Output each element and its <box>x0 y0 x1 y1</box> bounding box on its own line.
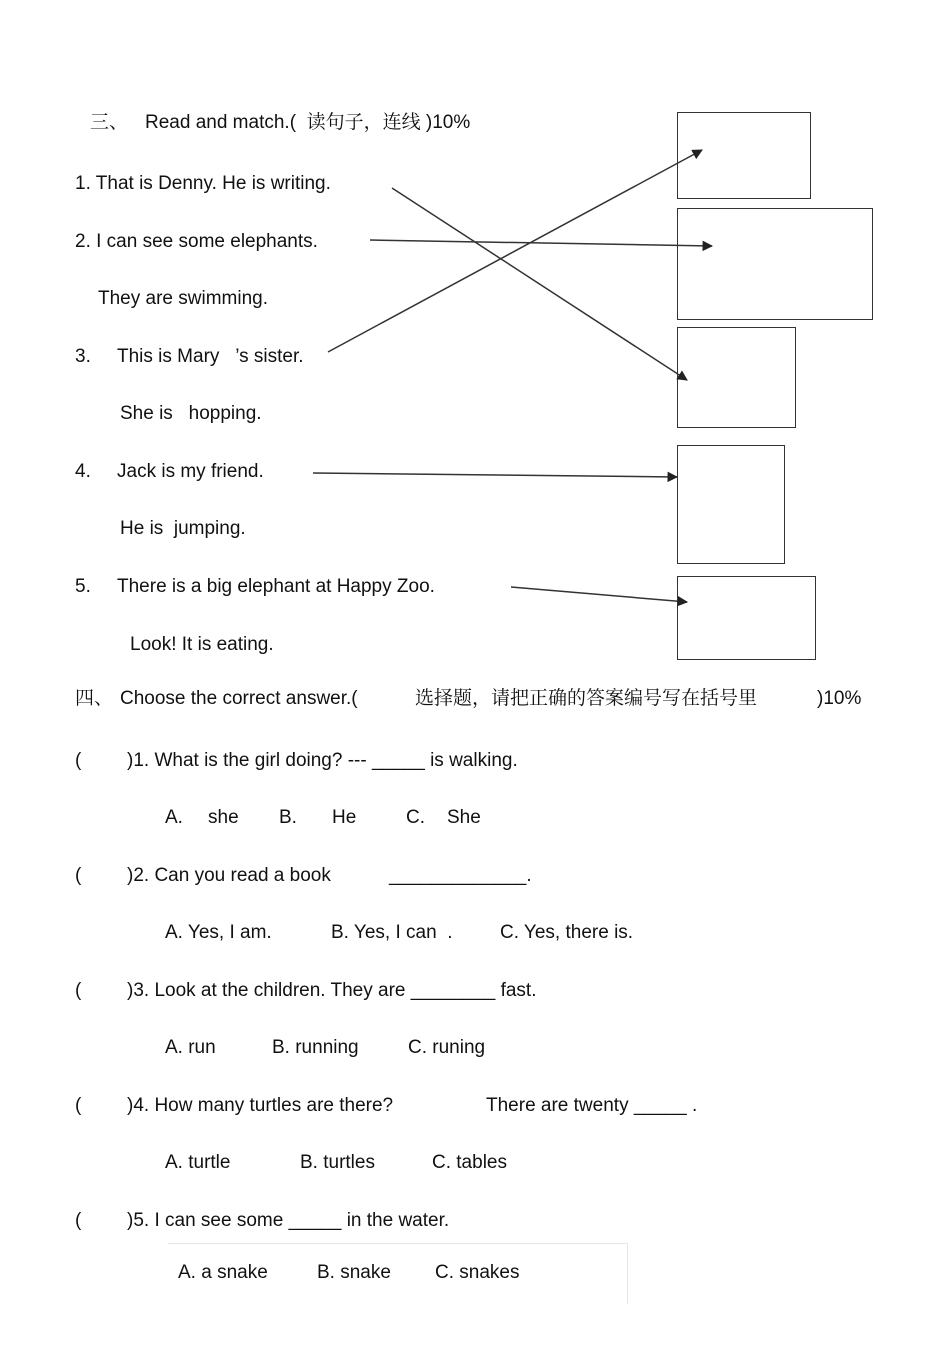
q5-option-c: C. snakes <box>435 1262 520 1283</box>
match-sentence-2b: They are swimming. <box>98 288 268 309</box>
q4-stem: )4. How many turtles are there? <box>127 1095 394 1116</box>
match-line-1 <box>392 188 687 380</box>
match-number-5: 5. <box>75 576 91 597</box>
q3-option-a: A. run <box>165 1037 216 1058</box>
q3-stem: )3. Look at the children. They are ________ fast. <box>127 980 537 1001</box>
q1-option-b-letter: B. <box>279 807 297 828</box>
q1-stem: )1. What is the girl doing? --- _____ is walking. <box>127 750 518 771</box>
q1-option-b: He <box>332 807 357 828</box>
match-number-4: 4. <box>75 461 91 482</box>
match-line-3 <box>328 150 702 352</box>
q5-option-b: B. snake <box>317 1262 391 1283</box>
match-line-4 <box>313 473 677 477</box>
section3-heading: Read and match.( 读句子，连线 )10% <box>145 112 471 133</box>
match-number-3: 3. <box>75 346 91 367</box>
match-line-5 <box>511 587 687 602</box>
q1-option-c-letter: C. <box>406 807 425 828</box>
q1-option-a-letter: A. <box>165 807 183 828</box>
match-sentence-3b: She is hopping. <box>120 403 262 424</box>
q2-stem: )2. Can you read a book <box>127 865 331 886</box>
match-sentence-4: Jack is my friend. <box>117 461 264 482</box>
q4-stem-answer: There are twenty _____ . <box>486 1095 698 1116</box>
section4-number: 四、 <box>75 688 114 709</box>
q1-paren[interactable]: ( <box>75 750 82 771</box>
q3-paren[interactable]: ( <box>75 980 82 1001</box>
match-line-2 <box>370 240 712 246</box>
match-sentence-2: 2. I can see some elephants. <box>75 231 318 252</box>
section4-heading: Choose the correct answer.( <box>120 688 358 709</box>
match-sentence-4b: He is jumping. <box>120 518 246 539</box>
q3-option-b: B. running <box>272 1037 359 1058</box>
q5-paren[interactable]: ( <box>75 1210 82 1231</box>
q4-option-b: B. turtles <box>300 1152 375 1173</box>
section4-heading-score: )10% <box>817 688 862 709</box>
q4-paren[interactable]: ( <box>75 1095 82 1116</box>
q4-option-a: A. turtle <box>165 1152 231 1173</box>
q5-stem: )5. I can see some _____ in the water. <box>127 1210 450 1231</box>
section4-heading-cn: 选择题，请把正确的答案编号写在括号里 <box>415 688 758 709</box>
q4-option-c: C. tables <box>432 1152 507 1173</box>
q2-option-b: B. Yes, I can . <box>331 922 453 943</box>
match-sentence-3: This is Mary ’s sister. <box>117 346 304 367</box>
match-sentence-5: There is a big elephant at Happy Zoo. <box>117 576 435 597</box>
q5-option-a: A. a snake <box>178 1262 268 1283</box>
q1-option-c: She <box>447 807 481 828</box>
match-sentence-1: 1. That is Denny. He is writing. <box>75 173 331 194</box>
q2-option-a: A. Yes, I am. <box>165 922 272 943</box>
q2-option-c: C. Yes, there is. <box>500 922 634 943</box>
q2-blank: _____________. <box>389 865 532 886</box>
match-sentence-5b: Look! It is eating. <box>130 634 274 655</box>
q3-option-c: C. runing <box>408 1037 486 1058</box>
q1-option-a: she <box>208 807 239 828</box>
section3-number: 三、 <box>90 112 129 133</box>
q2-paren[interactable]: ( <box>75 865 82 886</box>
